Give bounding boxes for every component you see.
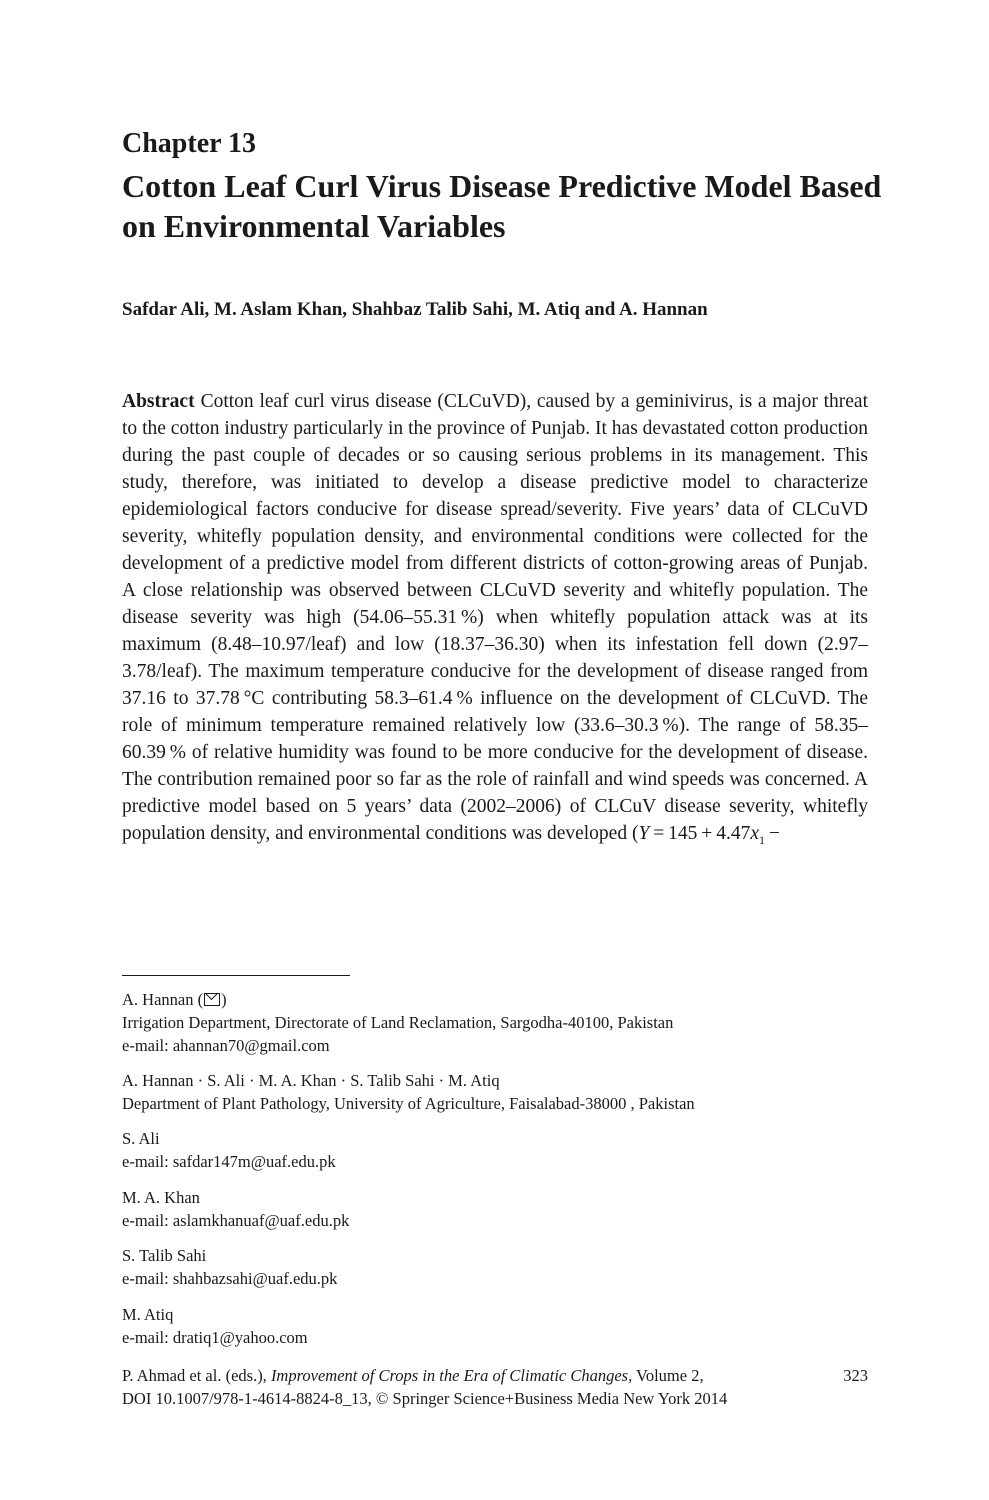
affiliation-khan — [122, 1186, 882, 1232]
hannan-department: Irrigation Department, Directorate of Land Reclamation, Sargodha-40100, Pakistan — [122, 1013, 674, 1032]
formula-x: x — [750, 823, 759, 844]
hannan-name-line — [122, 988, 882, 1011]
affiliation-group — [122, 1069, 882, 1115]
footnote-divider — [122, 975, 350, 976]
formula-subscript: 1 — [758, 832, 765, 847]
formula-y: Y — [638, 823, 650, 844]
chapter-title: Cotton Leaf Curl Virus Disease Predictive Model Based on Environmental Variables — [122, 168, 882, 244]
affiliation-sahi — [122, 1244, 882, 1290]
page-number: 323 — [843, 1366, 868, 1385]
hannan-name-close: ) — [221, 990, 227, 1009]
affiliation-atiq — [122, 1303, 882, 1349]
affiliation-ali — [122, 1127, 882, 1173]
abstract-heading: Abstract — [122, 391, 195, 412]
citation-line-1 — [122, 1364, 868, 1387]
affiliation-hannan — [122, 988, 882, 1057]
chapter-label: Chapter 13 — [122, 128, 257, 159]
abstract-body: Cotton leaf curl virus disease (CLCuVD), caused by a geminivirus, is a major threat to the cotton industry particularly in the province of Punjab. It has devastated cotton production during the past couple of decades or so causing serious problems in its management. This study, therefore, was initiated to develop a disease predictive model to characterize epidemiological factors conducive for disease spread/severity. Five years’ data of CLCuVD severity, whitefly population density, and environmental conditions were collected for the development of a predictive model from different districts of cotton-growing areas of Punjab. A close relationship was observed between CLCuVD severity and whitefly population. The disease severity was high (54.06–55.31 %) when whitefly population attack was at its maximum (8.48–10.97/leaf) and low (18.37–36.30) when its infestation fell down (2.97–3.78/leaf). The maximum temperature conducive for the development of disease ranged from 37.16 to 37.78 °C contributing 58.3–61.4 % influence on the development of CLCuVD. The role of minimum temperature remained relatively low (33.6–30.3 %). The range of 58.35–60.39 % of relative humidity was found to be more conducive for the development of disease. The contribution remained poor so far as the role of rainfall and wind speeds was concerned. A predictive model based on 5 years’ data (2002–2006) of CLCuV disease severity, whitefly population density, and environmental conditions was developed ( — [122, 391, 868, 844]
citation-doi: DOI 10.1007/978-1-4614-8824-8_13, © Springer Science+Business Media New York 2014 — [122, 1389, 728, 1408]
citation-editors: P. Ahmad et al. (eds.), — [122, 1366, 271, 1385]
abstract — [122, 388, 868, 854]
formula-middle: = 145 + 4.47 — [649, 823, 751, 844]
citation-volume: Volume 2, — [632, 1366, 704, 1385]
hannan-email: e-mail: ahannan70@gmail.com — [122, 1036, 330, 1055]
khan-name: M. A. Khan — [122, 1188, 200, 1207]
group-names: A. Hannan · S. Ali · M. A. Khan · S. Talib Sahi · M. Atiq — [122, 1071, 500, 1090]
atiq-email: e-mail: dratiq1@yahoo.com — [122, 1328, 308, 1347]
sahi-email: e-mail: shahbazsahi@uaf.edu.pk — [122, 1269, 338, 1288]
atiq-name: M. Atiq — [122, 1305, 174, 1324]
hannan-name: A. Hannan ( — [122, 990, 204, 1009]
formula-end: − — [764, 823, 780, 844]
ali-email: e-mail: safdar147m@uaf.edu.pk — [122, 1152, 336, 1171]
author-list: Safdar Ali, M. Aslam Khan, Shahbaz Talib Sahi, M. Atiq and A. Hannan — [122, 299, 708, 320]
envelope-icon — [204, 993, 220, 1006]
group-department: Department of Plant Pathology, University of Agriculture, Faisalabad-38000 , Pakistan — [122, 1094, 695, 1113]
sahi-name: S. Talib Sahi — [122, 1246, 207, 1265]
khan-email: e-mail: aslamkhanuaf@uaf.edu.pk — [122, 1211, 350, 1230]
book-citation — [122, 1364, 868, 1410]
citation-book-title: Improvement of Crops in the Era of Climatic Changes, — [270, 1366, 633, 1385]
ali-name: S. Ali — [122, 1129, 160, 1148]
